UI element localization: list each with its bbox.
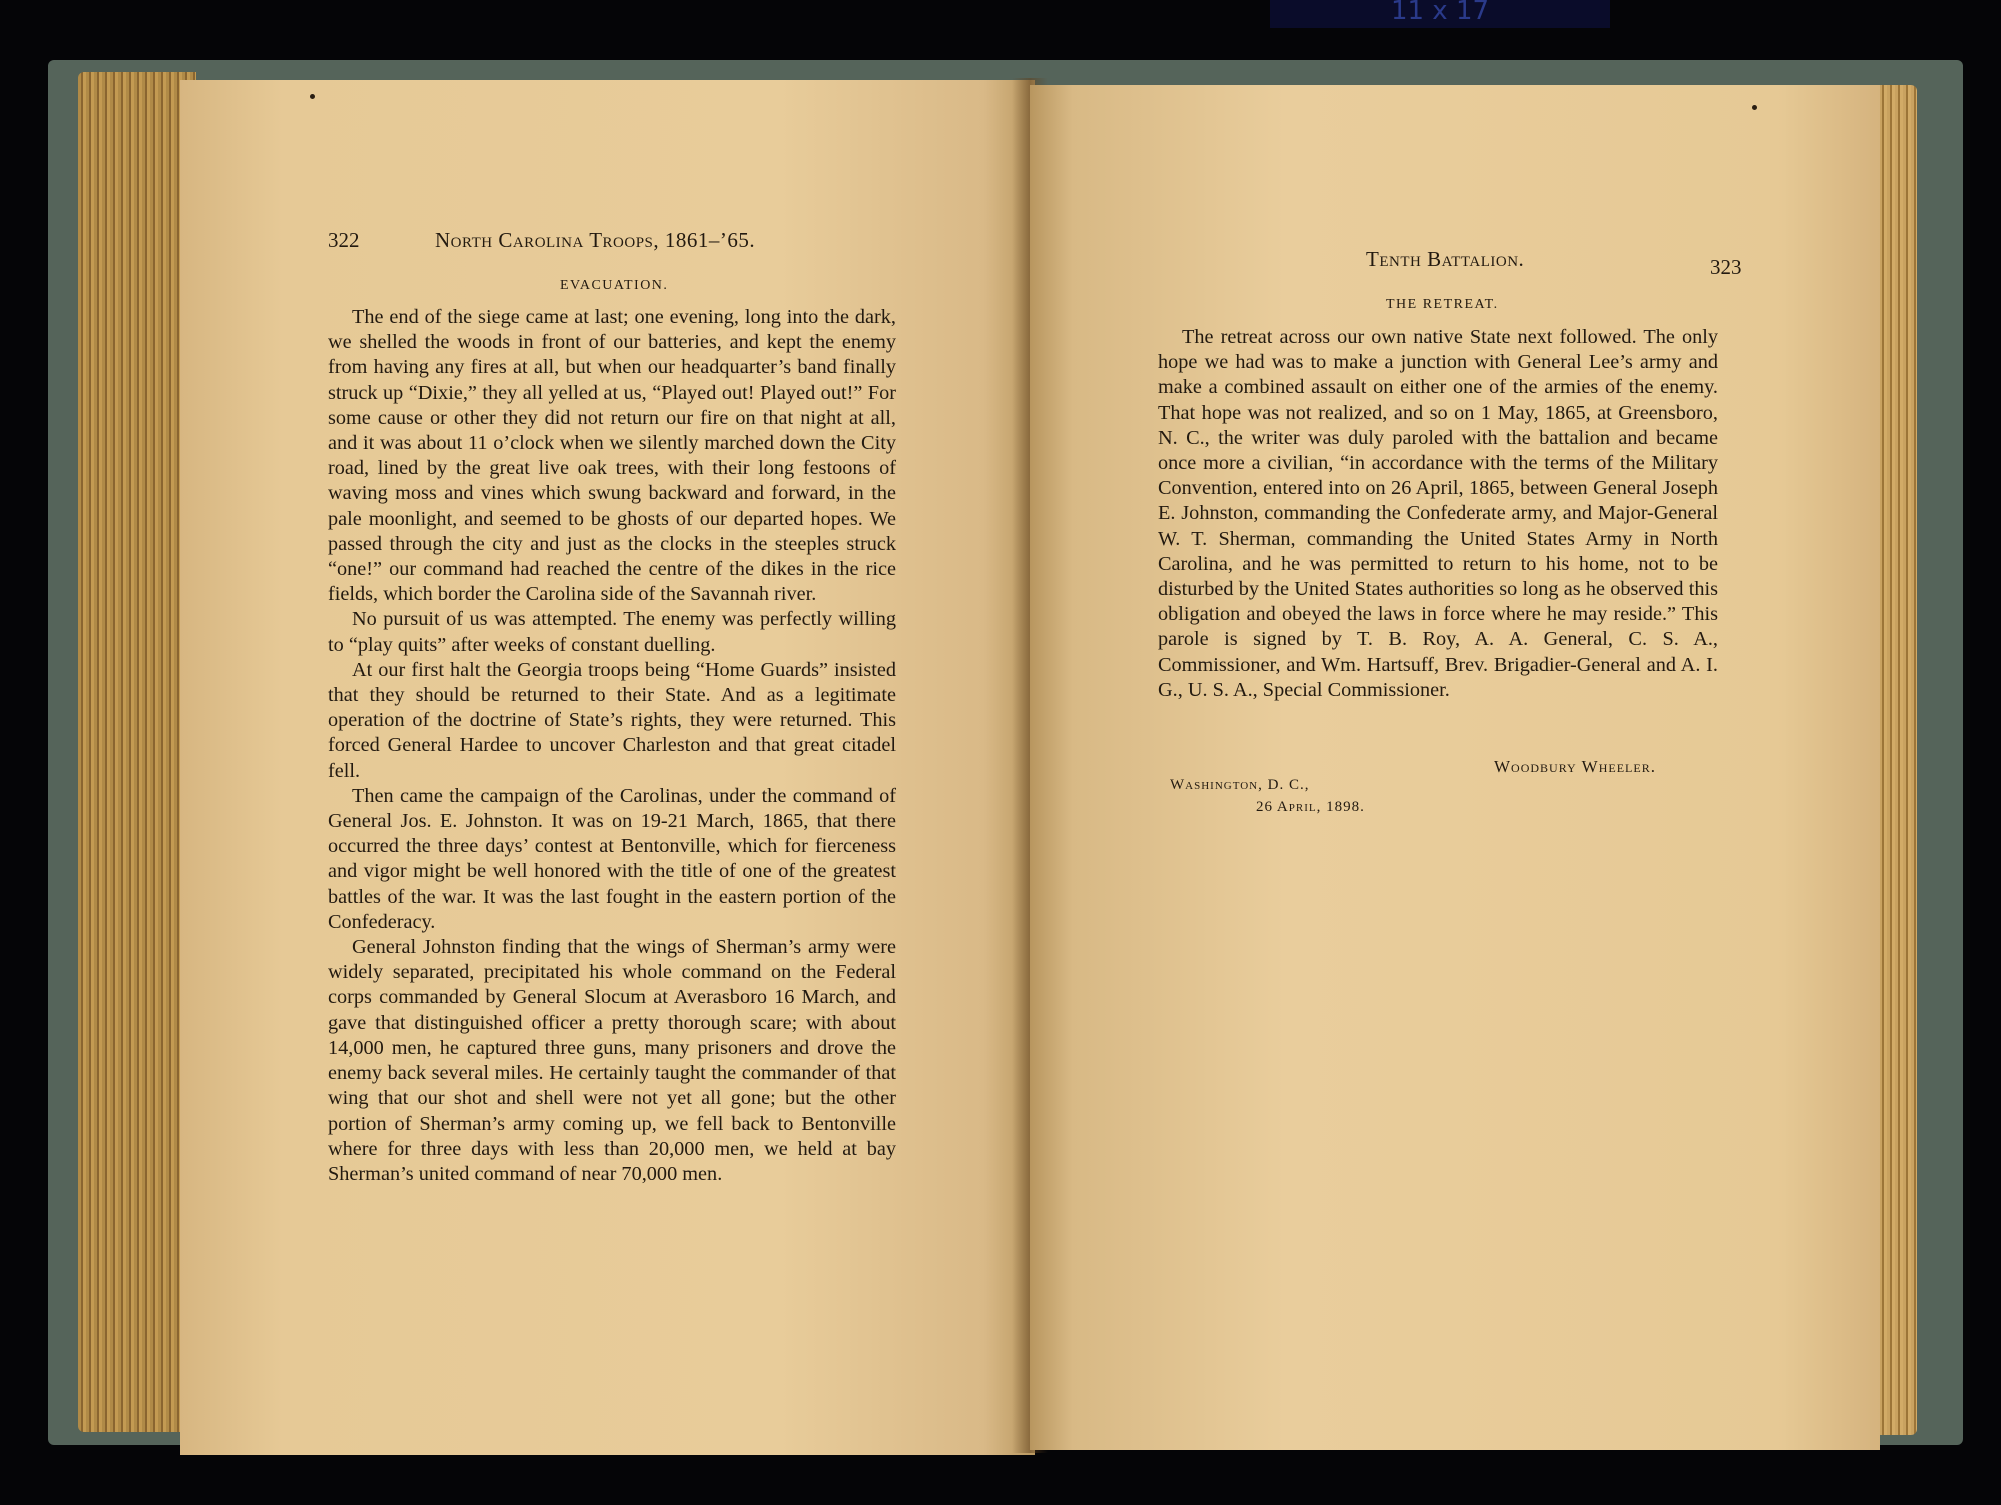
- right-running-head: Tenth Battalion.: [1366, 247, 1525, 271]
- right-page-number: 323: [1710, 255, 1742, 279]
- page-edges-left: [78, 72, 196, 1432]
- scan-size-tag: 11 x 17: [1270, 0, 1610, 28]
- left-running-head: North Carolina Troops, 1861–’65.: [435, 228, 756, 252]
- paragraph: The end of the siege came at last; one evening, long into the dark, we shelled the woods in front of our batteries, and kept the enemy from having any fires at all, but when our headquarter’s band finally struck up “Dixie,” they all yelled at us, “Played out! Played out!” For some cause or other they did not return our fire on that night at all, and it was about 11 o’clock when we silently marched down the City road, lined by the great live oak trees, with their long festoons of waving moss and vines which swung backward and forward, in the pale moonlight, and seemed to be ghosts of our departed hopes. We passed through the city and just as the clocks in the steeples struck “one!” our command had reached the centre of the dikes in the rice fields, which border the Carolina side of the Savannah river.: [328, 306, 896, 606]
- dateline-date: 26 April, 1898.: [1256, 799, 1365, 815]
- right-section-title: THE RETREAT.: [1386, 297, 1499, 312]
- author-signature: Woodbury Wheeler.: [1494, 757, 1656, 776]
- right-text-column: [1158, 325, 1718, 703]
- left-text-column: [328, 305, 896, 1187]
- ink-spot: [310, 94, 315, 99]
- paragraph: Then came the campaign of the Carolinas, under the command of General Jos. E. Johnston. It was on 19-21 March, 1865, that there occurred the three days’ contest at Bentonville, which for fierceness and vigor might be well honored with the title of one of the greatest battles of the war. It was the last fought in the eastern portion of the Confederacy.: [328, 784, 896, 933]
- ink-spot: [1752, 105, 1757, 110]
- paragraph: General Johnston finding that the wings of Sherman’s army were widely separated, precipitated his whole command on the Federal corps commanded by General Slocum at Averasboro 16 March, and gave that distinguished officer a pretty thorough scare; with about 14,000 men, he captured three guns, many prisoners and drove the enemy back several miles. He certainly taught the commander of that wing that our shot and shell were not yet all gone; but the other portion of Sherman’s army coming up, we fell back to Bentonville where for three days with less than 20,000 men, we held at bay Sherman’s united command of near 70,000 men.: [328, 936, 896, 1185]
- paragraph: The retreat across our own native State next followed. The only hope we had was to make a junction with General Lee’s army and make a combined assault on either one of the armies of the enemy. That hope was not realized, and so on 1 May, 1865, at Greensboro, N. C., the writer was duly paroled with the battalion and became once more a civilian, “in accordance with the terms of the Military Convention, entered into on 26 April, 1865, between General Joseph E. Johnston, commanding the Confederate army, and Major-General W. T. Sherman, commanding the United States Army in North Carolina, and he was permitted to return to his home, not to be disturbed by the United States authorities so long as he observed this obligation and obeyed the laws in force where he may reside.” This parole is signed by T. B. Roy, A. A. General, C. S. A., Commissioner, and Wm. Hartsuff, Brev. Brigadier-General and A. I. G., U. S. A., Special Commissioner.: [1158, 326, 1718, 701]
- paragraph: At our first halt the Georgia troops being “Home Guards” insisted that they should be returned to their State. And as a legitimate operation of the doctrine of State’s rights, they were returned. This forced General Hardee to uncover Charleston and that great citadel fell.: [328, 658, 896, 782]
- left-section-title: EVACUATION.: [560, 278, 669, 293]
- dateline-place: Washington, D. C.,: [1170, 777, 1310, 793]
- left-page-number: 322: [328, 228, 360, 252]
- left-page: [180, 80, 1035, 1455]
- paragraph: No pursuit of us was attempted. The enemy was perfectly willing to “play quits” after weeks of constant duelling.: [328, 608, 896, 656]
- right-page: [1030, 85, 1880, 1450]
